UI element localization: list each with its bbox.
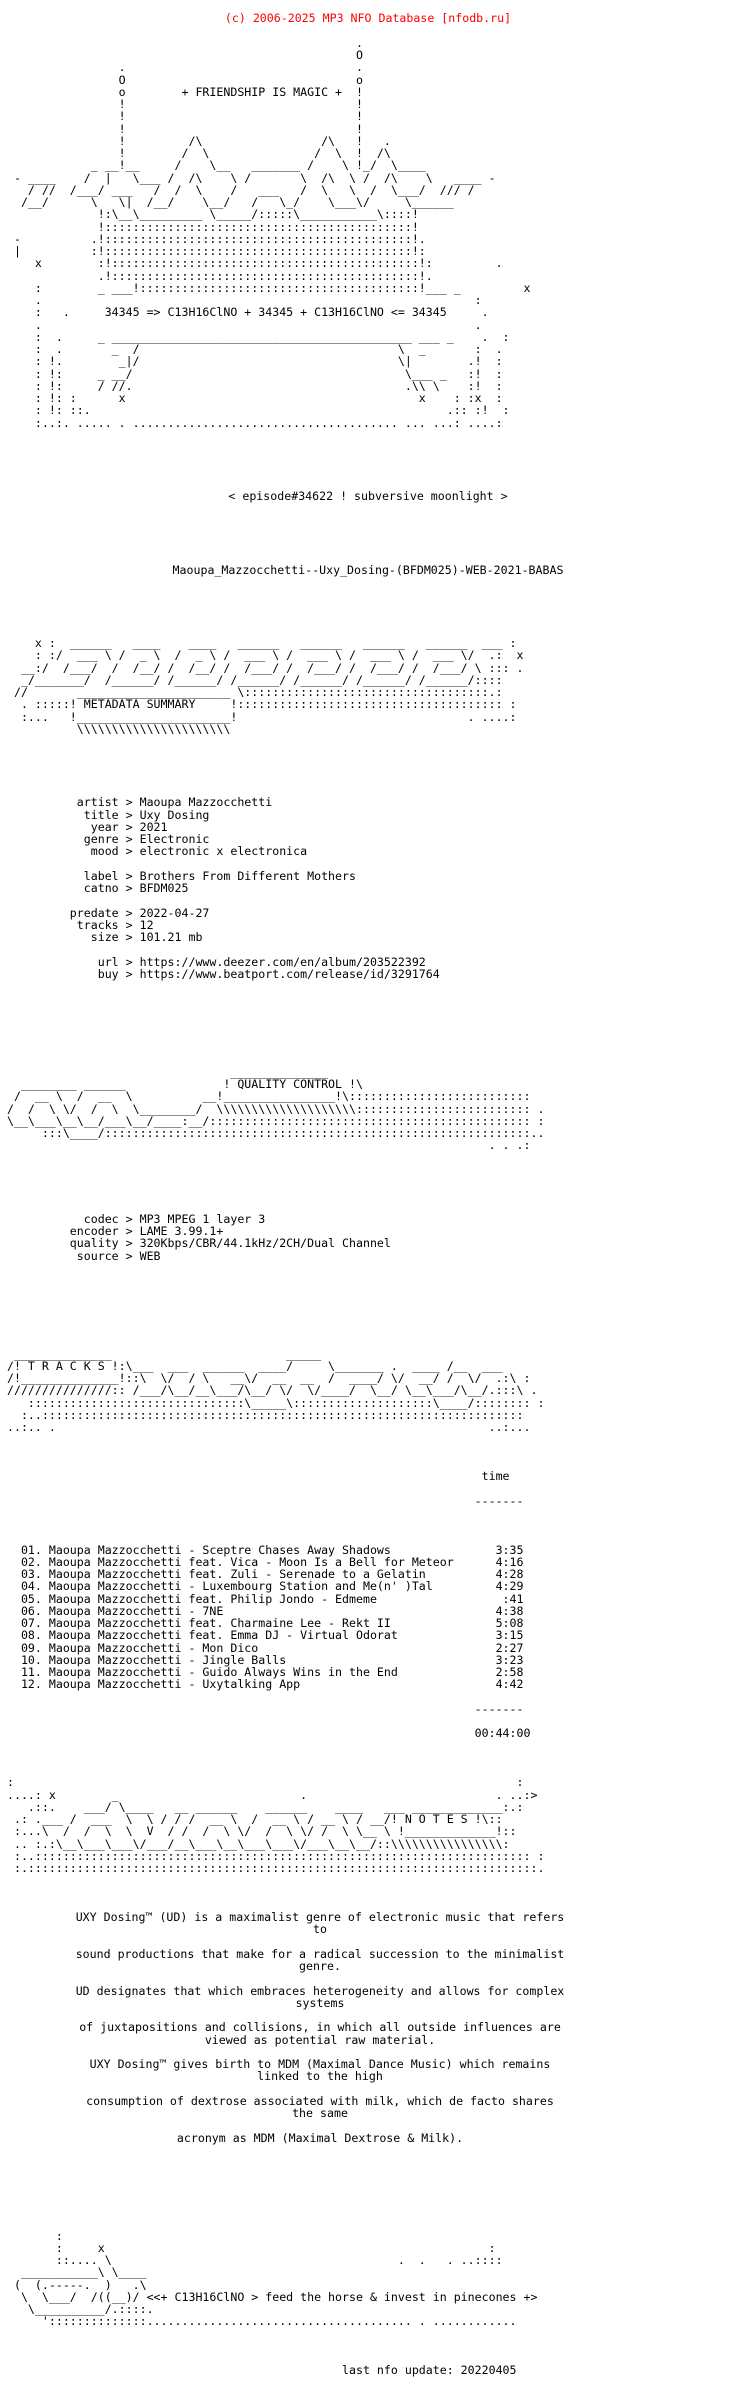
metadata-row: size > 101.21 mb — [0, 930, 203, 944]
metadata-row — [0, 943, 736, 955]
track-row: 01. Maoupa Mazzocchetti - Sceptre Chases Away Shadows 3:35 — [0, 1542, 524, 1557]
notes-line — [0, 1936, 640, 1948]
notes-line — [0, 2083, 640, 2095]
track-row: 08. Maoupa Mazzocchetti feat. Emma DJ - Virtual Odorat 3:15 — [0, 1628, 524, 1643]
logo-art-line: ! /\ /\ ! . — [0, 133, 531, 148]
metadata-banner-line: . :::::! METADATA SUMMARY !:::::::::::::::::::::::::::::::::::::: : — [0, 697, 524, 712]
quality-section — [0, 1213, 736, 1262]
notes-line: acronym as MDM (Maximal Dextrose & Milk). — [176, 2130, 464, 2145]
notes-banner-line: :..::::::::::::::::::::::::::::::::::::::::::::::::::::::::::::::::::::::: : — [0, 1848, 545, 1863]
notes-line: genre. — [299, 1959, 341, 1973]
spacer — [0, 2156, 736, 2168]
notes-banner-line: :.:::::::::::::::::::::::::::::::::::::::::::::::::::::::::::::::::::::::::. — [0, 1861, 545, 1875]
tracks-banner-line: /!______________!::\ \/ / \ __\/ __ __ / ____/ \/ __/ / \/ .:\ : — [0, 1371, 531, 1385]
metadata-row: mood > electronic x electronica — [0, 844, 308, 859]
logo-art-line: !:\__\_________ \_____/:::::\___________\::::! — [0, 207, 531, 222]
logo-art-line: . . — [0, 317, 531, 332]
metadata-banner — [0, 637, 736, 735]
footer-art-line: : — [0, 2228, 510, 2243]
quality-row: codec > MP3 MPEG 1 layer 3 — [0, 1211, 266, 1226]
notes-line: UXY Dosing™ (UD) is a maximalist genre of electronic music that refers — [75, 1910, 565, 1924]
track-row: 06. Maoupa Mazzocchetti - 7NE 4:38 — [0, 1603, 524, 1618]
logo-art-line: : !. _|/ \| .! : — [0, 354, 531, 369]
track-row: 11. Maoupa Mazzocchetti - Guido Always Wins in the End 2:58 — [0, 1665, 524, 1679]
metadata-banner-line: _/_______/ /______/ /______/ /______/ /______/ /______/ /______/:::: — [0, 672, 524, 687]
quality-banner-line: ______________ — [0, 1064, 531, 1079]
metadata-row: url > https://www.deezer.com/en/album/203522392 — [0, 954, 426, 969]
logo-art-line: o + FRIENDSHIP IS MAGIC + ! — [0, 84, 531, 99]
metadata-row: year > 2021 — [0, 819, 168, 834]
logo-art-line: : . _ ___________________________________________ ___ _ . : — [0, 329, 538, 344]
logo-art-line: : . _ / \ _ : . — [0, 342, 531, 356]
notes-line: consumption of dextrose associated with milk, which de facto shares — [86, 2093, 554, 2108]
metadata-section — [0, 796, 736, 980]
release-name: Maoupa_Mazzocchetti--Uxy_Dosing-(BFDM025)-WEB-2021-BABAS — [172, 562, 564, 577]
spacer — [0, 1887, 736, 1899]
notes-line: sound productions that make for a radical succession to the minimalist — [75, 1946, 565, 1961]
spacer — [0, 2181, 736, 2193]
metadata-banner-line: : :/ ___ \ / _ \ / _ \ / ___ \ / ___ \ / ___ \ / ___ \/ .: x — [0, 648, 524, 663]
footer-art-line: \ \___/ /((__)/ <<+ C13H16ClNO > feed the horse & invest in pinecones +> — [0, 2289, 538, 2304]
episode-line: < episode#34622 ! subversive moonlight > — [228, 489, 508, 503]
tracks-banner-line: :..::::::::::::::::::::::::::::::::::::::::::::::::::::::::::::::::::::: — [0, 1407, 531, 1422]
tracks-total-rule: ------- — [0, 1701, 524, 1716]
spacer — [0, 466, 736, 478]
logo-art-line: . — [0, 35, 531, 50]
notes-line: systems — [295, 1995, 345, 2010]
notes-line: UXY Dosing™ gives birth to MDM (Maximal Dance Music) which remains — [89, 2057, 551, 2071]
spacer — [0, 1164, 736, 1176]
track-row: 03. Maoupa Mazzocchetti feat. Zuli - Serenade to a Gelatin 4:28 — [0, 1567, 524, 1581]
notes-section — [0, 1911, 736, 2144]
quality-banner-line: . . .: — [0, 1138, 531, 1153]
track-row: 05. Maoupa Mazzocchetti feat. Philip Jondo - Edmeme :41 — [0, 1591, 524, 1606]
notes-line — [0, 2046, 640, 2058]
logo-art-line: : . 34345 => C13H16ClNO + 34345 + C13H16ClNO <= 34345 . — [0, 305, 531, 320]
quality-row: encoder > LAME 3.99.1+ — [0, 1224, 224, 1238]
tracks-banner-line: ______________ _____ — [0, 1346, 531, 1361]
spacer — [0, 772, 736, 784]
metadata-row: tracks > 12 — [0, 917, 154, 932]
tracks-banner-line: :::::::::::::::::::::::::::::::\_____\::::::::::::::::::::\____/:::::::: : — [0, 1395, 545, 1410]
logo-art-line: ! ! — [0, 109, 531, 124]
logo-art-line: _ __!__ / \__ _______ / \ !_/ \____ — [0, 158, 531, 173]
last-update: last nfo update: 20220405 — [0, 2363, 517, 2378]
logo-art-line: - .!::::::::::::::::::::::::::::::::::::::::::::!. — [0, 231, 531, 246]
footer-art-line: ___________\ \____ — [0, 2265, 510, 2280]
quality-banner-line: / __ \ / __ \ __!________________!\:::::::::::::::::::::::::: — [0, 1089, 531, 1104]
metadata-row: catno > BFDM025 — [0, 881, 189, 895]
quality-row: source > WEB — [0, 1248, 161, 1263]
notes-line: viewed as potential raw material. — [204, 2032, 436, 2047]
track-row: 10. Maoupa Mazzocchetti - Jingle Balls 3:23 — [0, 1652, 524, 1667]
metadata-row: buy > https://www.beatport.com/release/id/3291764 — [0, 966, 440, 981]
spacer — [0, 1017, 736, 1029]
footer-art-line: '::::::::::::::...................................... . ............ — [0, 2314, 517, 2329]
quality-banner-line: :::\____/:::::::::::::::::::::::::::::::::::::::::::::::::::::::::::::.. — [0, 1126, 545, 1140]
metadata-row: label > Brothers From Different Mothers — [0, 868, 356, 883]
spacer — [0, 441, 736, 453]
spacer — [0, 747, 736, 759]
footer-art-line: \__________/.::::. — [0, 2302, 510, 2316]
metadata-row — [0, 894, 736, 906]
notes-banner-line: .::. ___/ \____ __ ______ ______ ____ ___ _____________:.: — [0, 1799, 538, 1814]
spacer — [0, 539, 736, 551]
metadata-banner-line: x : ______ ____ ____ ______ ______ ______ ______ ___ : — [0, 636, 531, 650]
notes-line: linked to the high — [257, 2069, 383, 2084]
track-row: 12. Maoupa Mazzocchetti - Uxytalking App 4:42 — [0, 1677, 524, 1692]
notes-banner-line: .: .___ / ___ \ \ / / / __ \ / __ \ / __ \ / __/! N O T E S !\:: — [0, 1812, 517, 1826]
logo-art-line: : !: _ __/ \___ _ :! : — [0, 366, 531, 381]
tracks-banner-line: ..:.. . ..:... — [0, 1420, 538, 1434]
tracks-banner — [0, 1348, 736, 1434]
tracks-time-rule: ------- — [0, 1493, 524, 1508]
quality-row: quality > 320Kbps/CBR/44.1kHz/2CH/Dual Channel — [0, 1236, 391, 1251]
header-text: (c) 2006-2025 MP3 NFO Database [nfodb.ru] — [224, 11, 512, 26]
notes-line — [0, 2119, 640, 2131]
metadata-banner-line: :... !______________________! . ....: — [0, 709, 531, 724]
logo-art-line: - ____ / | \___ / /\ \ / \ /\ \ / /\ \ ____ - — [0, 170, 531, 185]
footer-art-line: : x : — [0, 2240, 510, 2255]
tracks-total: 00:44:00 — [0, 1726, 531, 1741]
logo-art-line: /__/ \ \| /__/ \__/ / \_/ \___\/ \______ — [0, 195, 517, 209]
footer-art-line: ::.... \ . . . ..:::: — [0, 2253, 517, 2267]
spacer — [0, 515, 736, 527]
spacer — [0, 992, 736, 1004]
spacer — [0, 1188, 736, 1200]
track-row: 09. Maoupa Mazzocchetti - Mon Dico 2:27 — [0, 1640, 524, 1655]
notes-banner-line: .. :.:\__\___\___\/___/__\___\__\___\___\/___\__\__/::\\\\\\\\\\\\\\\\: — [0, 1836, 524, 1851]
metadata-banner-line: // ______________________ \:::::::::::::::::::::::::::::::::::.: — [0, 685, 517, 699]
track-row: 04. Maoupa Mazzocchetti - Luxembourg Station and Me(n' )Tal 4:29 — [0, 1579, 524, 1594]
spacer — [0, 2205, 736, 2217]
logo-art-line: O o — [0, 72, 531, 87]
logo-art-line: ! ! — [0, 97, 531, 111]
logo-art-line: ! / \ / \ ! /\ — [0, 146, 531, 160]
logo-art-line: !::::::::::::::::::::::::::::::::::::::::::::! — [0, 219, 531, 234]
metadata-banner-line: \\\\\\\\\\\\\\\\\\\\\\ — [0, 721, 524, 736]
logo-art-line: / // /___/ ___ / / \ / ___ / \ \ / \___/ /// / — [0, 182, 524, 197]
metadata-banner-line: __:/ /___/ / /__/ / /__/ / /___/ / /___/ / /___/ / /___/ \ ::: . — [0, 660, 531, 675]
tracks-banner-line: ///////////////:: /___/\__/__\___/\__/ \/ \/____/ \__/ \__\___/\__/.:::\ . — [0, 1383, 538, 1398]
spacer — [0, 613, 736, 625]
footer-art — [0, 2230, 736, 2328]
footer-art-line: ( (.-----. ) .\ — [0, 2277, 510, 2292]
spacer — [0, 1446, 736, 1458]
logo-art-line: . . — [0, 60, 531, 75]
logo-art-line: | :!::::::::::::::::::::::::::::::::::::::::::::!: — [0, 244, 531, 258]
metadata-row: genre > Electronic — [0, 832, 210, 846]
spacer — [0, 1323, 736, 1335]
metadata-row: title > Uxy Dosing — [0, 807, 210, 822]
logo-art-line: . : — [0, 293, 531, 307]
logo-art-line: : !: : x x : :x : — [0, 391, 531, 405]
logo-art-line: : !: / //. .\\ \ :! : — [0, 378, 531, 393]
tracks-time-header: time — [0, 1469, 510, 1483]
quality-banner-line: / / \ \/ / \ \________/ \\\\\\\\\\\\\\\\\\\\::::::::::::::::::::::::: . — [0, 1101, 545, 1116]
spacer — [0, 1274, 736, 1286]
metadata-row — [0, 858, 736, 870]
quality-banner-line: ________ ______ ! QUALITY CONTROL !\ — [0, 1077, 538, 1091]
logo-art-line: O — [0, 48, 531, 62]
notes-line: of juxtapositions and collisions, in which all outside influences are — [79, 2020, 561, 2035]
tracks-banner-line: /! T R A C K S !:\___ ___ ______ ____/ \_______ . ____ /__ ___ — [0, 1358, 545, 1373]
notes-banner-line: : : — [0, 1775, 538, 1790]
quality-banner — [0, 1066, 736, 1152]
spacer — [0, 1519, 736, 1531]
track-row: 07. Maoupa Mazzocchetti feat. Charmaine Lee - Rekt II 5:08 — [0, 1616, 524, 1630]
logo-art-line: ! ! — [0, 121, 531, 136]
notes-banner — [0, 1776, 736, 1874]
metadata-row: predate > 2022-04-27 — [0, 905, 210, 920]
track-row: 02. Maoupa Mazzocchetti feat. Vica - Moon Is a Bell for Meteor 4:16 — [0, 1554, 524, 1569]
spacer — [0, 1299, 736, 1311]
metadata-row: artist > Maoupa Mazzocchetti — [0, 795, 273, 810]
spacer — [0, 1041, 736, 1053]
quality-banner-line: \__\___\__\__/___\__/____:__/:::::::::::::::::::::::::::::::::::::::::::::: : — [0, 1113, 545, 1128]
notes-line — [0, 1972, 640, 1984]
notes-line — [0, 2009, 640, 2021]
logo-art-line: :..:. ..... . ...................................... ... ...: ....: — [0, 415, 531, 430]
logo-art-line: : !: ::. .:: :! : — [0, 403, 538, 418]
spacer — [0, 1752, 736, 1764]
logo-art-line: x :!::::::::::::::::::::::::::::::::::::::::::::!: . — [0, 256, 538, 271]
notes-banner-line: ....: x _ . . ..:> — [0, 1787, 538, 1802]
tracklist — [0, 1544, 736, 1691]
notes-line: the same — [292, 2106, 348, 2120]
spacer — [0, 588, 736, 600]
logo-art-line: .!::::::::::::::::::::::::::::::::::::::::::::!. — [0, 268, 538, 283]
logo-art-line: : _ ___!::::::::::::::::::::::::::::::::::::::::!___ _ x — [0, 280, 538, 295]
spacer — [0, 2340, 736, 2352]
notes-banner-line: :...\ / / \ \ V / / / \ \/ / \ \/ / \ \__ \ !_____________!:: — [0, 1824, 531, 1839]
notes-line: to — [313, 1922, 327, 1937]
notes-line: UD designates that which embraces heterogeneity and allows for complex — [75, 1983, 565, 1998]
logo-art — [0, 37, 736, 429]
